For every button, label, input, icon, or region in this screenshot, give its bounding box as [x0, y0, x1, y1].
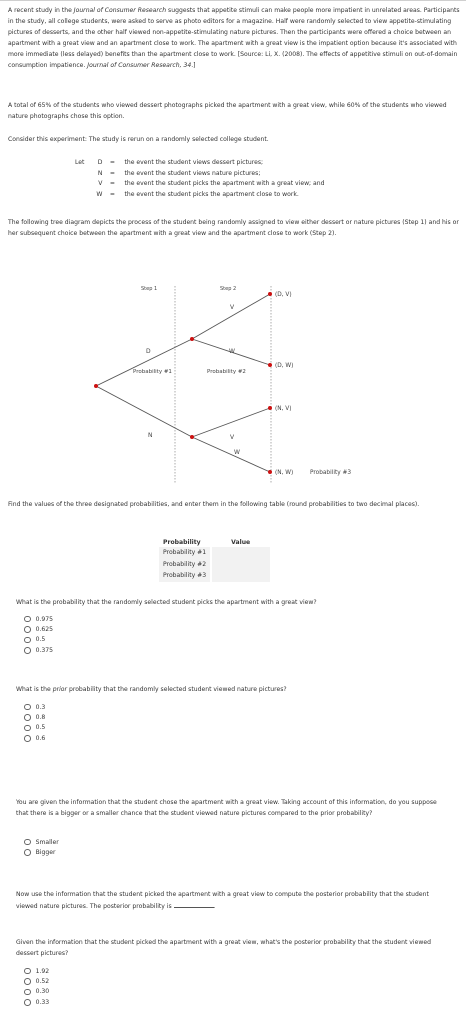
question-4-text: [16, 890, 446, 912]
definition-lead: Let: [75, 159, 85, 166]
definition-row: [75, 158, 329, 169]
radio-button[interactable]: [24, 616, 31, 623]
definitions-table: [75, 158, 329, 200]
radio-button[interactable]: [24, 714, 31, 721]
step1-label: Step 1: [141, 286, 158, 292]
definition-row: [75, 169, 329, 180]
question-1-text: What is the probability that the randomly selected student picks the apartment with a great view?: [16, 599, 317, 606]
outcome-NV-label: (N, V): [275, 406, 292, 412]
option-label: 0.52: [35, 978, 50, 986]
probability-1-label: Probability #1: [133, 369, 172, 375]
probability-row-label: Probability #3: [159, 570, 211, 582]
option-label: Bigger: [35, 849, 56, 857]
radio-button[interactable]: [24, 626, 31, 633]
definition-symbol: V: [98, 180, 103, 188]
option-label: 0.33: [35, 998, 50, 1006]
branch-DV-line: [192, 294, 270, 339]
probability-row-label: Probability #1: [159, 547, 211, 559]
question-4-end: .: [213, 902, 216, 910]
option-label: 0.3: [35, 703, 46, 711]
option-label: 0.5: [35, 636, 46, 644]
definition-equals: =: [109, 159, 115, 166]
branch-NV-line: [192, 408, 270, 437]
definition-symbol: D: [97, 159, 103, 166]
option-label: 0.8: [35, 714, 46, 722]
outcome-DW-label: (D, W): [275, 363, 294, 369]
table-row: [159, 559, 270, 571]
probability-3-value-cell[interactable]: [211, 570, 270, 582]
question-2-post: probability that the randomly selected student viewed nature pictures?: [67, 686, 287, 693]
answer-option[interactable]: [24, 966, 49, 976]
probability-2-value-cell[interactable]: [211, 559, 270, 571]
definition-row: [75, 190, 329, 201]
question-5-options: [24, 966, 49, 1008]
answer-option[interactable]: [24, 987, 49, 997]
value-column-header: Value: [211, 538, 270, 547]
radio-button[interactable]: [24, 735, 31, 742]
option-label: 0.625: [35, 626, 54, 634]
outcome-NW-label: (N, W): [275, 470, 294, 476]
option-label: 0.5: [35, 724, 46, 732]
table-row: [159, 547, 270, 559]
intro-paragraph: [8, 6, 460, 71]
probability-row-label: Probability #2: [159, 559, 211, 571]
question-5-text: Given the information that the student picked the apartment with a great view, what's the posterior probability that the student viewed dessert pictures?: [16, 939, 431, 957]
option-label: 1.92: [35, 967, 50, 975]
definition-lead: [75, 169, 88, 180]
branch-D-label: D: [146, 348, 151, 355]
journal-name: Journal of Consumer Research: [73, 7, 167, 14]
definition-row: [75, 179, 329, 190]
radio-button[interactable]: [24, 725, 31, 732]
consider-paragraph: Consider this experiment: The study is rerun on a randomly selected college student.: [8, 136, 269, 143]
definition-lead: [75, 190, 88, 201]
question-1-options: [24, 614, 53, 656]
option-label: 0.375: [35, 646, 54, 654]
node-D: [190, 337, 194, 341]
question-2-options: [24, 702, 45, 744]
probability-1-value-cell[interactable]: [211, 547, 270, 559]
step2-label: Step 2: [220, 286, 237, 292]
root-node: [94, 384, 98, 388]
question-3-options: [24, 837, 59, 858]
radio-button[interactable]: [24, 849, 31, 856]
probability-column-header: Probability: [159, 538, 211, 547]
answer-option[interactable]: [24, 976, 49, 986]
intro-text-2: suggests that appetite stimuli can make people more impatient in unrelated areas. Participants in the study, all college students, were asked to serve as photo editors for a magazine. Half were randomly selected to view appetite-stimulating pictures of desserts, and the other half viewed non-appetite-stimulating nature pictures. Then the participants were offered a choice between an apartment with a great view and an apartment close to work. The apartment with a great view is the impatient option because it's associated with more immediate (less delayed) benefits than the apartment close to work. [Source: Li, X. (2008). The effects of appetitive stimuli on out-of-domain consumption impatience.: [8, 7, 460, 69]
leaf-node-DW: [268, 363, 272, 367]
radio-button[interactable]: [24, 978, 31, 985]
branch-DV-label: V: [230, 304, 235, 311]
probability-table-header: [159, 538, 270, 547]
option-label: 0.975: [35, 615, 54, 623]
posterior-answer-blank[interactable]: [174, 901, 214, 908]
find-instruction: Find the values of the three designated probabilities, and enter them in the following table (round probabilities to two decimal places).: [8, 501, 420, 508]
probability-table: [159, 538, 270, 582]
definition-lead: [75, 179, 88, 190]
top-divider: [0, 0, 466, 1]
radio-button[interactable]: [24, 647, 31, 654]
source-journal: Journal of Consumer Research, 34: [87, 61, 192, 69]
probability-2-label: Probability #2: [207, 369, 246, 375]
question-2-pre: What is the: [16, 686, 53, 693]
stats-paragraph: A total of 65% of the students who viewed dessert photographs picked the apartment with a great view, while 60% of the students who viewed nature photographs chose this option.: [8, 102, 447, 120]
definition-text: the event the student views dessert pictures;: [124, 159, 264, 166]
answer-option[interactable]: [24, 997, 49, 1007]
definition-equals: =: [109, 169, 115, 177]
answer-option[interactable]: [24, 624, 53, 634]
branch-N-label: N: [148, 432, 153, 439]
answer-option[interactable]: [24, 712, 45, 722]
radio-button[interactable]: [24, 704, 31, 711]
definition-symbol: W: [96, 190, 103, 198]
branch-N-line: [96, 386, 192, 437]
table-row: [159, 570, 270, 582]
answer-option[interactable]: [24, 702, 45, 712]
branch-NW-line: [192, 437, 270, 472]
answer-option[interactable]: [24, 847, 59, 857]
intro-text-3: .]: [191, 61, 196, 69]
tree-intro-paragraph: The following tree diagram depicts the process of the student being randomly assigned to view either dessert or nature pictures (Step 1) and his or her subsequent choice between the apartment with a great view and the apartment close to work (Step 2).: [8, 219, 459, 237]
leaf-node-NW: [268, 470, 272, 474]
probability-3-label: Probability #3: [310, 470, 352, 476]
radio-button[interactable]: [24, 637, 31, 644]
option-label: 0.6: [35, 734, 46, 742]
outcome-DV-label: (D, V): [275, 292, 292, 298]
answer-option[interactable]: [24, 645, 53, 655]
tree-diagram: [80, 278, 376, 488]
radio-button[interactable]: [24, 839, 31, 846]
question-4-prompt: Now use the information that the student picked the apartment with a great view to compute the posterior probability that the student viewed nature pictures. The posterior probability is: [16, 891, 429, 910]
definition-text: the event the student picks the apartment close to work.: [124, 190, 299, 198]
leaf-node-NV: [268, 406, 272, 410]
intro-text-1: A recent study in the: [8, 7, 74, 14]
definition-text: the event the student picks the apartment with a great view; and: [124, 180, 325, 188]
answer-option[interactable]: [24, 635, 53, 645]
question-2-text: [16, 685, 287, 696]
branch-DW-label: W: [229, 348, 235, 355]
radio-button[interactable]: [24, 968, 31, 975]
definition-equals: =: [109, 180, 115, 188]
definition-text: the event the student views nature pictures;: [124, 169, 261, 177]
definition-symbol: N: [97, 169, 103, 177]
leaf-node-DV: [268, 292, 272, 296]
branch-D-line: [96, 339, 192, 386]
question-3-text: You are given the information that the student chose the apartment with a great view. Taking account of this information, do you suppose that there is a bigger or a smaller chance that the student viewed nature pictures compared to the prior probability?: [16, 799, 437, 817]
answer-option[interactable]: [24, 723, 45, 733]
option-label: Smaller: [35, 838, 59, 846]
radio-button[interactable]: [24, 989, 31, 996]
option-label: 0.30: [35, 988, 50, 996]
definition-equals: =: [109, 190, 115, 198]
answer-option[interactable]: [24, 614, 53, 624]
question-2-emphasis: prior: [52, 686, 68, 693]
branch-NV-label: V: [230, 434, 235, 441]
branch-NW-label: W: [234, 449, 240, 456]
answer-option[interactable]: [24, 837, 59, 847]
node-N: [190, 435, 194, 439]
answer-option[interactable]: [24, 733, 45, 743]
radio-button[interactable]: [24, 999, 31, 1006]
